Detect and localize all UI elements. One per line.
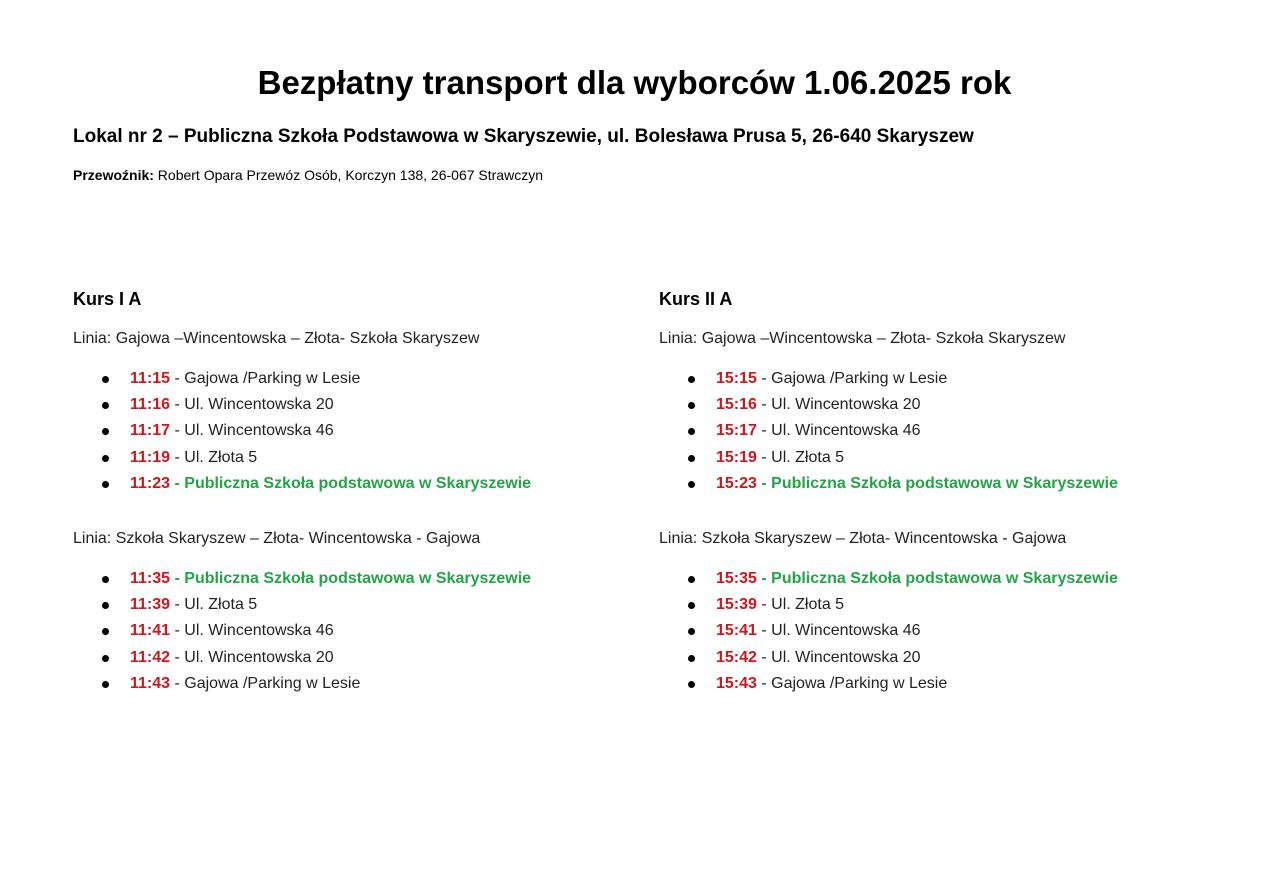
carrier-value: Robert Opara Przewóz Osób, Korczyn 138, 26-067 Strawczyn <box>153 167 543 183</box>
stop-time: 15:43 <box>716 674 757 692</box>
bullet-icon <box>688 655 695 662</box>
bullet-icon <box>102 655 109 662</box>
stop-item <box>73 592 633 618</box>
stop-separator: - <box>170 674 185 692</box>
stop-list-outbound <box>659 366 1219 497</box>
stop-time: 15:42 <box>716 648 757 666</box>
bullet-icon <box>688 376 695 383</box>
stop-time: 15:17 <box>716 422 757 440</box>
bullet-icon <box>688 428 695 435</box>
stop-separator: - <box>756 370 772 387</box>
stop-separator: - <box>170 622 185 640</box>
stop-name: Gajowa /Parking w Lesie <box>771 370 948 387</box>
stop-list-return <box>659 566 1219 697</box>
stop-name: Gajowa /Parking w Lesie <box>771 674 948 692</box>
stop-name: Ul. Złota 5 <box>184 448 258 466</box>
stop-separator: - <box>170 396 185 414</box>
line-label-return: Linia: Szkoła Skaryszew – Złota- Wincentowska - Gajowa <box>73 529 481 547</box>
stop-item-school <box>659 471 1219 497</box>
stop-separator: - <box>756 448 772 466</box>
bullet-icon <box>102 455 109 462</box>
stop-separator: - <box>170 448 185 466</box>
stop-separator: - <box>756 622 772 640</box>
stop-name: Ul. Złota 5 <box>771 596 845 614</box>
stop-name: Gajowa /Parking w Lesie <box>184 674 361 692</box>
stop-item <box>659 392 1219 418</box>
stop-name: Gajowa /Parking w Lesie <box>184 370 361 387</box>
bullet-icon <box>102 576 109 583</box>
stop-item <box>73 445 633 471</box>
stop-item <box>659 366 1219 392</box>
stop-time: 11:23 <box>130 474 171 492</box>
stop-name: Ul. Wincentowska 20 <box>184 648 334 666</box>
stop-item <box>659 618 1219 644</box>
stop-separator: - <box>756 396 772 414</box>
stop-time: 15:16 <box>716 396 757 414</box>
stop-separator: - <box>756 474 772 492</box>
bullet-icon <box>102 602 109 609</box>
stop-name: Publiczna Szkoła podstawowa w Skaryszewie <box>184 569 532 587</box>
stop-item-school <box>73 566 633 592</box>
stop-time: 11:41 <box>130 622 171 640</box>
stop-item <box>73 392 633 418</box>
stop-item <box>73 366 633 392</box>
course-1 <box>73 288 633 697</box>
carrier-line <box>73 166 543 184</box>
stop-separator: - <box>170 422 185 440</box>
stop-separator: - <box>756 648 772 666</box>
stop-separator: - <box>756 422 772 440</box>
line-label-outbound: Linia: Gajowa –Wincentowska – Złota- Szkoła Skaryszew <box>659 330 1066 347</box>
stop-name: Ul. Wincentowska 46 <box>771 422 921 440</box>
stop-item-school <box>659 566 1219 592</box>
bullet-icon <box>688 455 695 462</box>
stop-time: 15:23 <box>716 474 757 492</box>
course-title: Kurs I A <box>73 289 142 309</box>
stop-time: 11:16 <box>130 396 171 414</box>
stop-time: 15:19 <box>716 448 757 466</box>
stop-time: 15:15 <box>716 370 757 387</box>
stop-name: Ul. Wincentowska 46 <box>184 622 334 640</box>
stop-item <box>659 671 1219 697</box>
stop-item <box>659 418 1219 444</box>
stop-item <box>659 645 1219 671</box>
venue-heading: Lokal nr 2 – Publiczna Szkoła Podstawowa w Skaryszewie, ul. Bolesława Prusa 5, 26-640 Skaryszew <box>73 126 974 147</box>
stop-name: Publiczna Szkoła podstawowa w Skaryszewie <box>771 569 1118 587</box>
stop-item <box>73 671 633 697</box>
bullet-icon <box>102 428 109 435</box>
page-title: Bezpłatny transport dla wyborców 1.06.2025 rok <box>257 64 1012 101</box>
stop-name: Ul. Złota 5 <box>184 596 258 614</box>
bullet-icon <box>688 576 695 583</box>
stop-name: Publiczna Szkoła podstawowa w Skaryszewie <box>771 474 1118 492</box>
bullet-icon <box>688 628 695 635</box>
course-2 <box>659 288 1219 697</box>
bullet-icon <box>688 481 695 488</box>
stop-time: 11:39 <box>130 596 171 614</box>
carrier-label: Przewoźnik: <box>73 167 154 183</box>
stop-separator: - <box>170 370 185 387</box>
stop-separator: - <box>756 596 772 614</box>
stop-time: 11:35 <box>130 569 171 587</box>
bullet-icon <box>102 628 109 635</box>
bullet-icon <box>102 681 109 688</box>
stop-item <box>659 445 1219 471</box>
stop-name: Ul. Wincentowska 20 <box>184 396 334 414</box>
bullet-icon <box>688 681 695 688</box>
stop-name: Ul. Wincentowska 20 <box>771 648 921 666</box>
stop-time: 11:17 <box>130 422 171 440</box>
stop-name: Publiczna Szkoła podstawowa w Skaryszewie <box>184 474 532 492</box>
bullet-icon <box>688 602 695 609</box>
stop-item <box>659 592 1219 618</box>
stop-separator: - <box>756 569 772 587</box>
stop-separator: - <box>756 674 772 692</box>
line-label-return: Linia: Szkoła Skaryszew – Złota- Wincentowska - Gajowa <box>659 529 1067 547</box>
stop-time: 11:43 <box>130 674 171 692</box>
bullet-icon <box>102 402 109 409</box>
stop-name: Ul. Wincentowska 46 <box>184 422 334 440</box>
stop-item <box>73 418 633 444</box>
line-label-outbound: Linia: Gajowa –Wincentowska – Złota- Szkoła Skaryszew <box>73 330 480 347</box>
stop-item-school <box>73 471 633 497</box>
stop-time: 11:19 <box>130 448 171 466</box>
stop-item <box>73 645 633 671</box>
bullet-icon <box>688 402 695 409</box>
stop-name: Ul. Wincentowska 46 <box>771 622 921 640</box>
stop-separator: - <box>170 596 185 614</box>
stop-time: 15:41 <box>716 622 757 640</box>
stop-time: 11:42 <box>130 648 171 666</box>
stop-separator: - <box>170 569 185 587</box>
stop-separator: - <box>170 474 185 492</box>
stop-separator: - <box>170 648 185 666</box>
stop-name: Ul. Złota 5 <box>771 448 845 466</box>
stop-item <box>73 618 633 644</box>
stop-time: 15:39 <box>716 596 757 614</box>
bullet-icon <box>102 376 109 383</box>
stop-time: 11:15 <box>130 370 171 387</box>
stop-list-outbound <box>73 366 633 497</box>
stop-name: Ul. Wincentowska 20 <box>771 396 921 414</box>
course-title: Kurs II A <box>659 289 733 309</box>
bullet-icon <box>102 481 109 488</box>
stop-list-return <box>73 566 633 697</box>
stop-time: 15:35 <box>716 569 757 587</box>
